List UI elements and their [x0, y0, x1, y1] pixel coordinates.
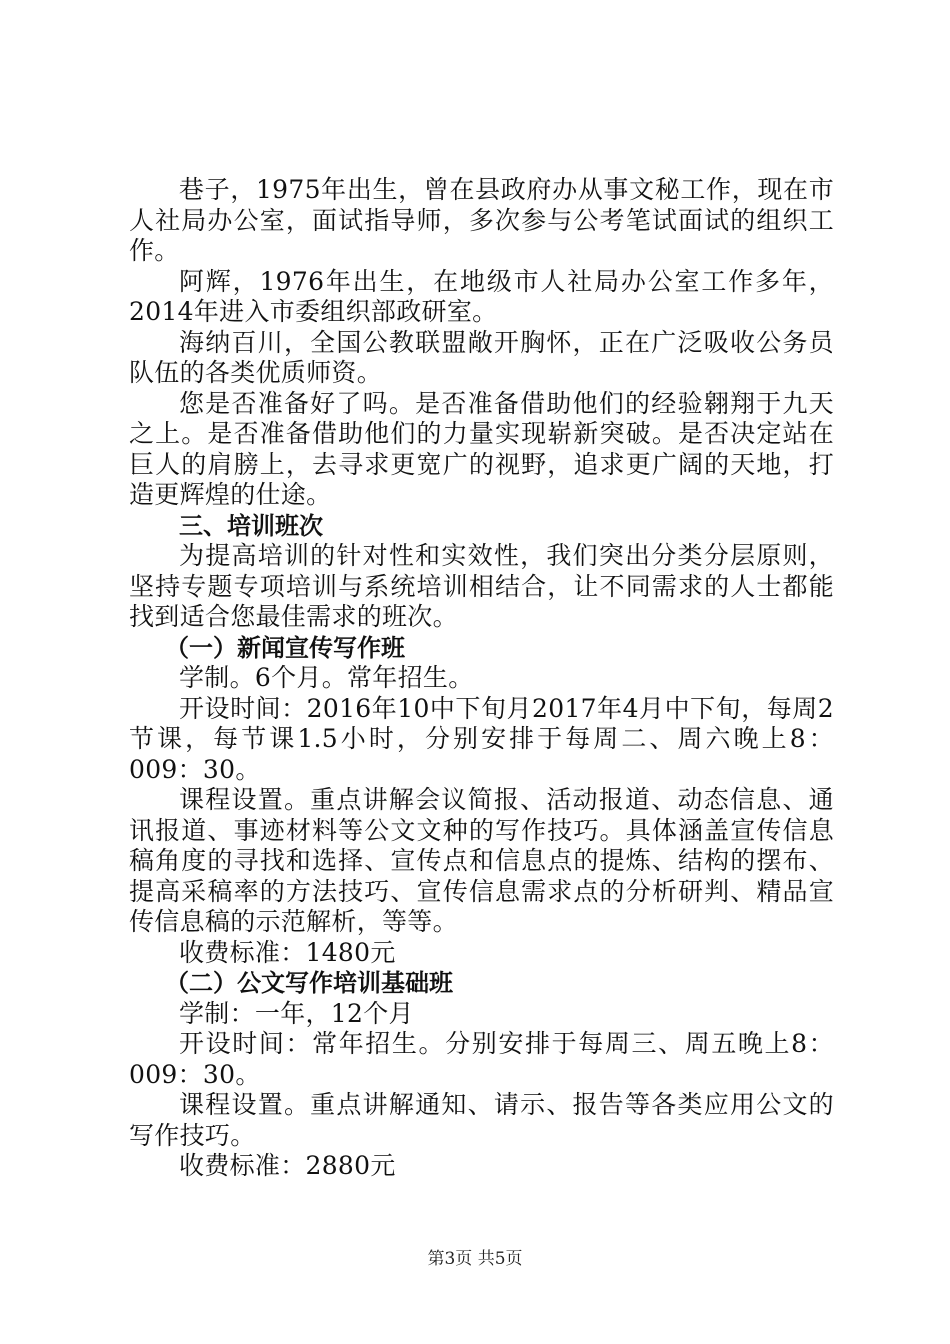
paragraph: 收费标准：1480元	[179, 937, 396, 967]
paragraph: 巷子，1975年出生，曾在县政府办从事文秘工作，现在市人社局办公室，面试指导师，多次参与公考笔试面试的组织工作。	[129, 175, 834, 265]
document-body	[129, 175, 834, 1182]
paragraph: 课程设置。重点讲解会议简报、活动报道、动态信息、通讯报道、事迹材料等公文文种的写作技巧。具体涵盖宣传信息稿角度的寻找和选择、宣传点和信息点的提炼、结构的摆布、提高采稿率的方法技巧、宣传信息需求点的分析研判、精品宣传信息稿的示范解析，等等。	[129, 785, 834, 936]
subsection-heading: （一）新闻宣传写作班	[165, 633, 405, 662]
paragraph: 开设时间：常年招生。分别安排于每周三、周五晚上8：009：30。	[129, 1029, 834, 1089]
paragraph: 阿辉，1976年出生，在地级市人社局办公室工作多年，2014年进入市委组织部政研室。	[129, 266, 834, 326]
paragraph: 您是否准备好了吗。是否准备借助他们的经验翱翔于九天之上。是否准备借助他们的力量实现崭新突破。是否决定站在巨人的肩膀上，去寻求更宽广的视野，追求更广阔的天地，打造更辉煌的仕途。	[129, 388, 834, 509]
paragraph: 海纳百川，全国公教联盟敞开胸怀，正在广泛吸收公务员队伍的各类优质师资。	[129, 327, 834, 387]
page-number-footer: 第3页 共5页	[427, 1249, 523, 1269]
paragraph: 开设时间：2016年10中下旬月2017年4月中下旬，每周2节课，每节课1.5小时，分别安排于每周二、周六晚上8：009：30。	[129, 693, 834, 784]
paragraph: 学制：一年，12个月	[179, 998, 414, 1028]
paragraph: 学制。6个月。常年招生。	[179, 663, 474, 692]
subsection-heading: （二）公文写作培训基础班	[165, 969, 453, 997]
paragraph: 课程设置。重点讲解通知、请示、报告等各类应用公文的写作技巧。	[129, 1090, 834, 1150]
section-heading: 三、培训班次	[179, 511, 323, 540]
paragraph: 收费标准：2880元	[179, 1151, 396, 1180]
paragraph: 为提高培训的针对性和实效性，我们突出分类分层原则，坚持专题专项培训与系统培训相结合，让不同需求的人士都能找到适合您最佳需求的班次。	[129, 541, 834, 631]
